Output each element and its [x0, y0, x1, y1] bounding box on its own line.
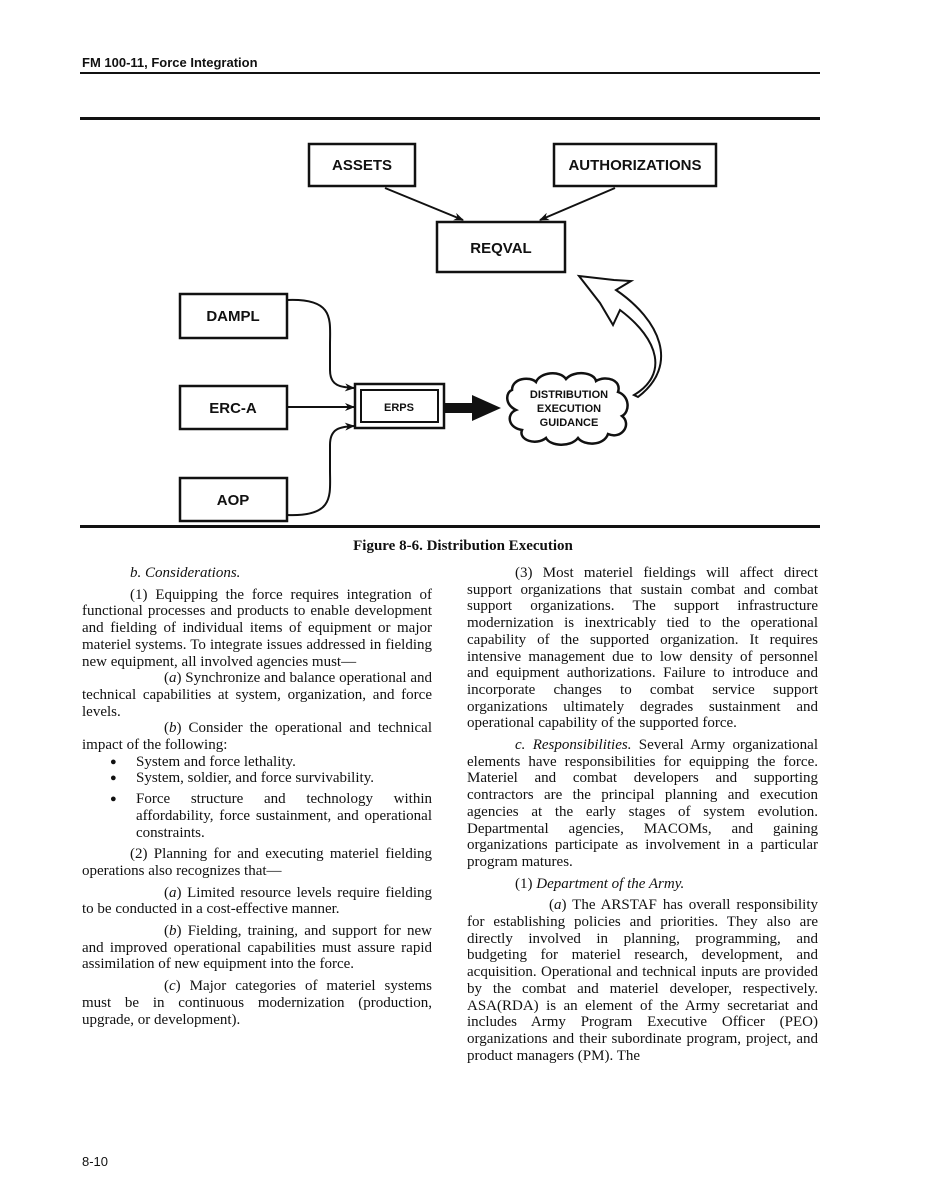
aop-label: AOP [216, 492, 250, 509]
list-item: ● System and force lethality. [136, 754, 432, 771]
left-column [82, 565, 432, 1028]
list-item: ● System, soldier, and force survivability. [136, 770, 432, 787]
guidance-line-1: DISTRIBUTION [529, 389, 609, 401]
dampl-arrow [287, 300, 354, 388]
paragraph-2: (2) Planning for and executing materiel fielding operations also recognizes that— [82, 846, 432, 879]
assets-label: ASSETS [331, 157, 393, 174]
authorizations-label: AUTHORIZATIONS [568, 157, 702, 174]
authorizations-arrow [540, 188, 615, 220]
guidance-line-3: GUIDANCE [539, 417, 599, 429]
paragraph-1b: (b) Consider the operational and technical impact of the following: [82, 720, 432, 754]
right-column [467, 565, 818, 1064]
department-heading: (1) Department of the Army. [515, 875, 685, 892]
erps-label: ERPS [384, 402, 414, 414]
considerations-heading: b. Considerations. [130, 565, 241, 581]
guidance-line-2: EXECUTION [536, 403, 602, 415]
paragraph-1a: (a) Synchronize and balance operational and technical capabilities at system, organization, and force levels. [82, 670, 432, 720]
reqval-label: REQVAL [470, 240, 532, 257]
paragraph-1: (1) Equipping the force requires integration of functional processes and products to enable development and fielding of individual items of equipment or major materiel systems. To integrate issues addressed in fielding new equipment, all involved agencies must— [82, 586, 432, 670]
list-item: ● Force structure and technology within affordability, force sustainment, and operational constraints. [136, 791, 432, 841]
thick-arrow [444, 395, 501, 421]
paragraph-2c: (c) Major categories of materiel systems must be in continuous modernization (production, upgrade, or development). [82, 978, 432, 1028]
paragraph-2a: (a) Limited resource levels require fielding to be conducted in a cost-effective manner. [82, 884, 432, 918]
page-number: 8-10 [82, 1154, 109, 1169]
distribution-execution-diagram [0, 0, 926, 540]
assets-arrow [385, 188, 463, 220]
paragraph-d1a: (a) The ARSTAF has overall responsibility for establishing policies and priorities. They also are directly involved in planning, programming, and budgeting for materiel research, development, and acquisition. Operational and technical inputs are provided by the combat and materiel developer, respectively. ASA(RDA) is an element of the Army secretariat and includes Army Program Executive Officer (PEO) organizations and their subordinate program, project, and product managers (PM). The [467, 897, 818, 1064]
responsibilities-paragraph: c. Responsibilities. Several Army organizational elements have responsibilities for equipping the force. Materiel and combat developers and supporting contractors are the principal planning and execution agencies at the early stages of system evolution. Departmental agencies, MACOMs, and gaining organizations participate as involvement in a particular program matures. [467, 737, 818, 870]
aop-arrow [287, 426, 354, 515]
impact-list [82, 754, 432, 842]
figure-caption: Figure 8-6. Distribution Execution [353, 538, 573, 554]
paragraph-3: (3) Most materiel fieldings will affect direct support organizations that sustain combat and combat support organizations. The support infrastructure modernization is inextricably tied to the operational capability of the supported organization. It requires intensive management due to low density of personnel and equipment authorizations. Failure to introduce and incorporate changes to combat service support organizations ultimately degrades sustainment and operational capability of the supported force. [467, 565, 818, 732]
paragraph-2b: (b) Fielding, training, and support for new and improved operational capabilities must assure rapid assimilation of new equipment into the force. [82, 923, 432, 973]
erca-label: ERC-A [209, 400, 257, 417]
dampl-label: DAMPL [206, 308, 260, 325]
running-header: FM 100-11, Force Integration [82, 55, 258, 70]
